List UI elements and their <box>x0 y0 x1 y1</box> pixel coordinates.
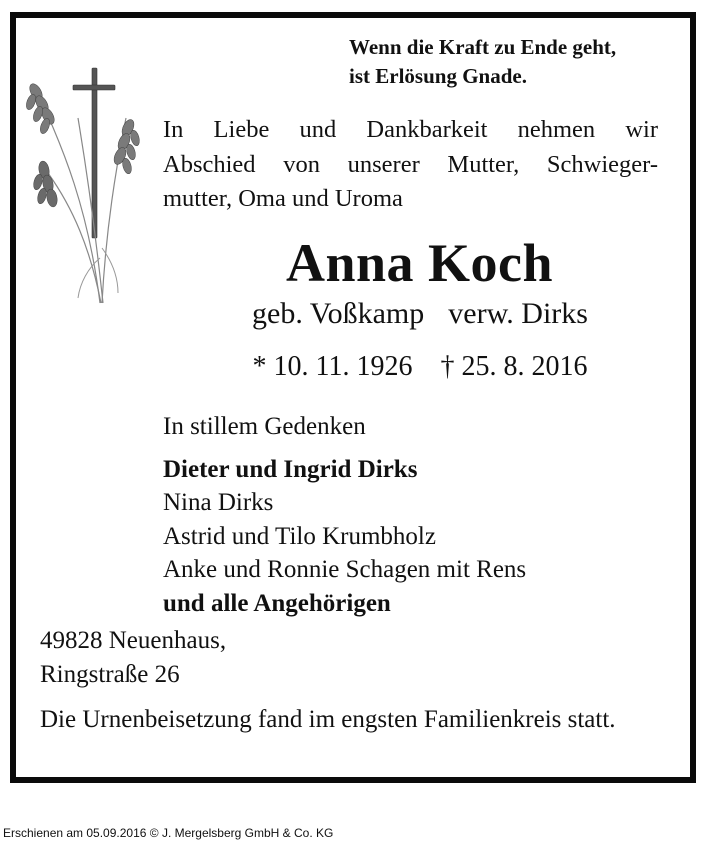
intro-line: In Liebe und Dankbarkeit nehmen wir <box>163 116 658 143</box>
mourner-line: Anke und Ronnie Schagen mit Rens <box>163 556 527 583</box>
former-names <box>0 296 709 332</box>
motto <box>349 33 616 91</box>
deceased-name <box>0 233 709 293</box>
publication-footer: Erschienen am 05.09.2016 © J. Mergelsberg GmbH & Co. KG <box>3 826 334 840</box>
birth-name: geb. Voßkamp <box>252 297 425 330</box>
address-line: Ringstraße 26 <box>40 660 180 688</box>
mourner-line: Astrid und Tilo Krumbholz <box>163 522 436 550</box>
mourner-line: und alle Angehörigen <box>163 589 391 617</box>
intro-line: Abschied von unserer Mutter, Schwieger- <box>163 150 658 178</box>
motto-line: ist Erlösung Gnade. <box>349 64 527 88</box>
intro-line: mutter, Oma und Uroma <box>163 185 403 212</box>
address-line: 49828 Neuenhaus, <box>40 627 227 654</box>
mourner-line: Nina Dirks <box>163 489 274 516</box>
widowed-name: verw. Dirks <box>448 297 588 330</box>
deceased-name-text: Anna Koch <box>285 233 554 293</box>
mourners-intro: In stillem Gedenken <box>163 413 366 440</box>
death-date: † 25. 8. 2016 <box>440 351 588 382</box>
birth-date: * 10. 11. 1926 <box>252 351 413 382</box>
intro-text <box>163 113 658 217</box>
mourner-line: Dieter und Ingrid Dirks <box>163 455 418 483</box>
life-dates <box>0 349 709 385</box>
mourners-block <box>163 410 526 620</box>
address-block <box>40 624 226 691</box>
motto-line: Wenn die Kraft zu Ende geht, <box>349 35 617 59</box>
funeral-note: Die Urnenbeisetzung fand im engsten Familienkreis statt. <box>40 706 616 733</box>
